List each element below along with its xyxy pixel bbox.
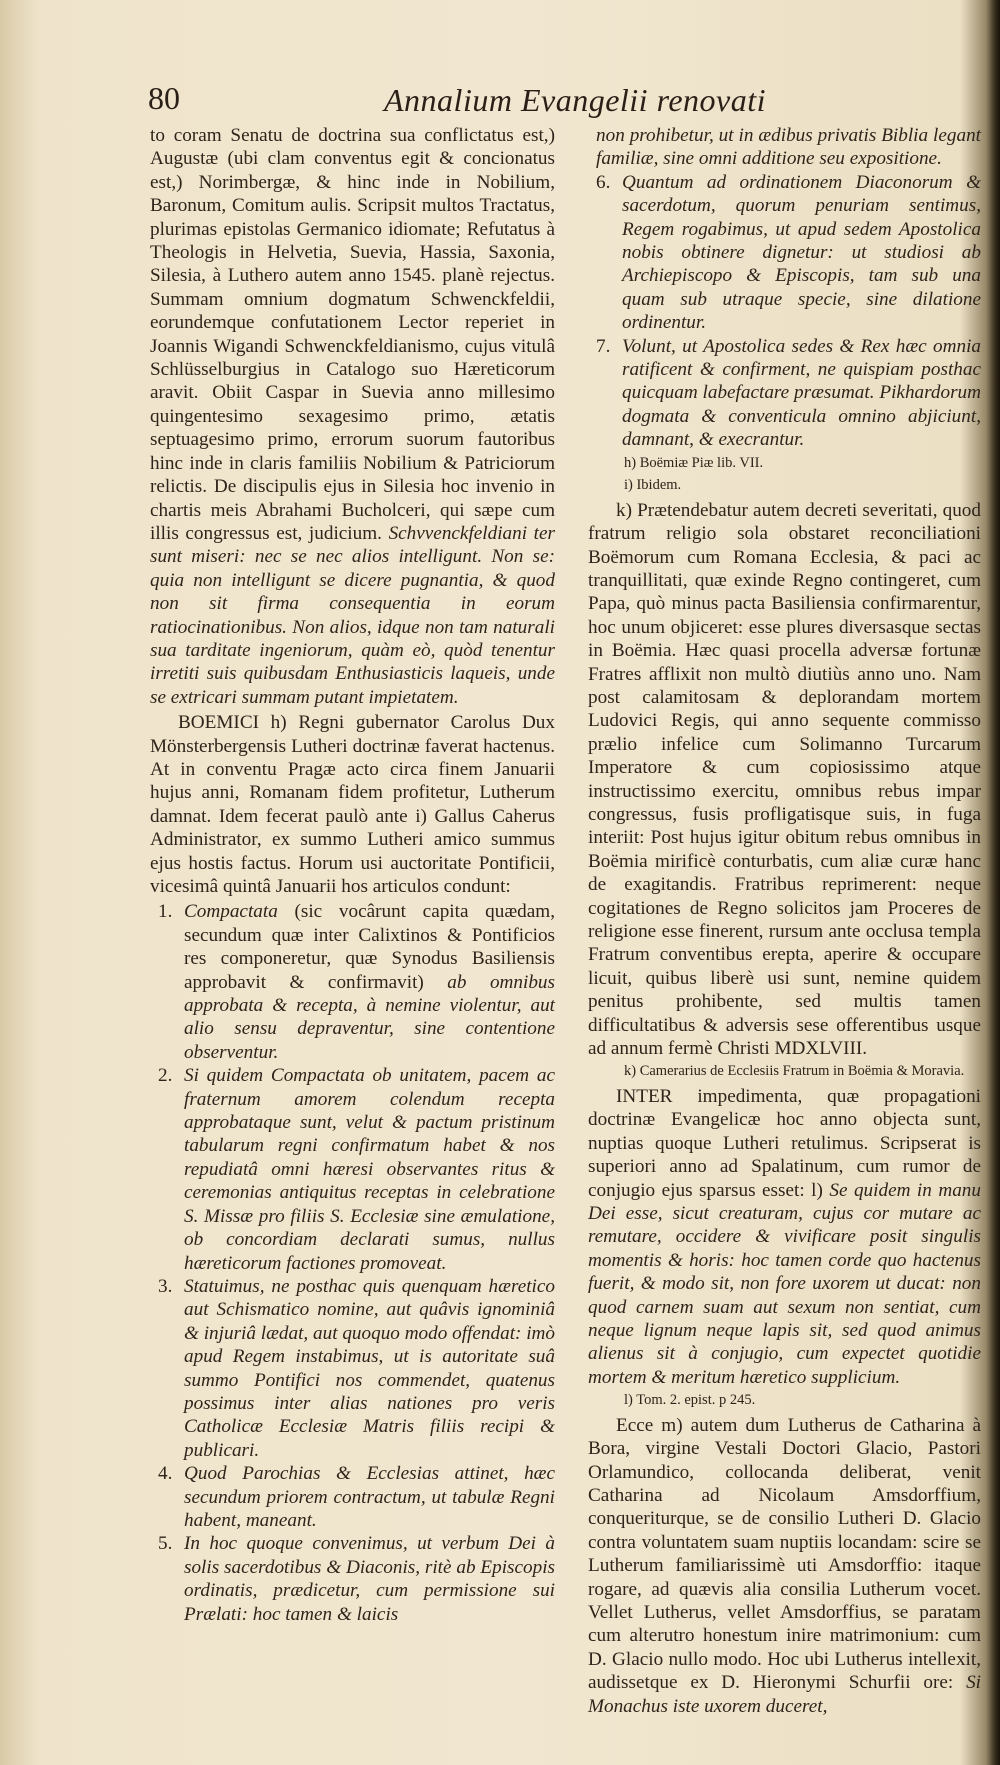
item-text-italic: In hoc quoque convenimus, ut verbum Dei à solis sacerdotibus & Diaconis, ritè ab Episcopis ordinatis, prædicetur, cum permissione sui Prælati: hoc tamen & laicis bbox=[184, 1533, 555, 1625]
paragraph-text: to coram Senatu de doctrina sua conflictatus est,) Augustæ (ubi clam conventus egit & concionatus est,) Norimbergæ, & hinc inde in Nobilium, Baronum, Comitum aulis. Scripsit multos Tractatus, plurimas epistolas Germanico idiomate; Refutatus à Theologis in Helvetia, Suevia, Hassia, Saxonia, Silesia, à Luthero autem anno 1545. planè rejectus. Summam omnium dogmatum Schwenckfeldii, eorundemque confutationem Lector reperiet in Joannis Wigandi Schwenckfeldianismo, cujus vitulâ Schlüsselburgius in Catalogo suo Hæreticorum aravit. Obiit Caspar in Suevia anno millesimo quingentesimo sexagesimo primo, ætatis septuagesimo primo, errorum suorum fautoribus hinc inde in claris familiis Nobilium & Patriciorum relictis. De discipulis ejus in Silesia hoc invenio in chartis meis Abrahami Bucholceri, qui sæpe cum illis congressus est, judicium. bbox=[150, 125, 555, 544]
paragraph-text: Ecce m) autem dum Lutherus de Catharina à Bora, virgine Vestali Doctori Glacio, Pastori Orlamundico, collocanda deliberat, venit Catharina ad Nicolaum Amsdorffium, conqueriturque, se de consilio Lutheri D. Glacio contra voluntatem suam nuptiis locandam: scire se Lutherum familiarissimè uti Amsdorffio: itaque rogare, ad quævis alia consilia Lutherum vocet. Vellet Lutherus, vellet Amsdorffius, se paratam cum alterutro honestum inire matrimonium: cum D. Glacio nullo modo. Hoc ubi Lutherus intellexit, audissetque ex D. Hieronymi Schurfii ore: bbox=[588, 1414, 981, 1694]
paragraph-boemici: BOEMICI h) Regni gubernator Carolus Dux Mönsterbergensis Lutheri doctrinæ faverat hactenus. At in conventu Pragæ acto circa finem Januarii hujus anni, Romanam fidem profitetur, Lutherum damnat. Idem fecerat paulò ante i) Gallus Caherus Administrator, ex summo Lutheri amico summus ejus hostis factus. Horum usi auctoritate Pontificii, vicesimâ quintâ Januarii hos articulos condunt: bbox=[150, 712, 555, 897]
paragraph-schwenckfeld bbox=[150, 124, 555, 709]
item-number: 6. bbox=[596, 171, 611, 193]
quotation-text: Se quidem in manu Dei esse, sicut creaturam, cujus cor mutare ac remutare, occidere & vivificare posit singulis momentis & horis: hoc tamen corde quo hactenus fuerit, & modo sit, non fore uxorem ut ducat: non quod carnem suam aut sexum non sentiat, cum neque lignum neque lapis sit, sed quod animus alienus sit à conjugio, cum expectet quotidie mortem & meritum hæretico supplicium. bbox=[588, 1179, 981, 1388]
item-text-italic: Si quidem Compactata ob unitatem, pacem ac fraternum amorem colendum recepta approbataque sunt, velut & pactum pristinum tabularum regni confirmatum habet & nos repudiatâ omni hæresi observantes ritus & ceremonias antiquitus receptas in celebratione S. Missæ pro filiis S. Ecclesiæ sine æmulatione, ob concordiam declarati sumus, nullus hæreticorum factiones promoveat. bbox=[184, 1065, 555, 1274]
article-list bbox=[150, 900, 555, 1626]
footnote-l: l) Tom. 2. epist. p 245. bbox=[624, 1392, 756, 1409]
paragraph-ecce bbox=[588, 1414, 981, 1718]
list-item bbox=[150, 1462, 555, 1532]
list-item bbox=[150, 900, 555, 1064]
right-column bbox=[588, 124, 981, 1718]
item-text-italic: Quod Parochias & Ecclesias attinet, hæc secundum priorem contractum, ut tabulæ Regni habent, maneant. bbox=[184, 1463, 555, 1531]
paragraph-text: INTER impedimenta, quæ propagationi doctrinæ Evangelicæ hoc anno objecta sunt, nuptias quoque Lutheri retulimus. Scripserat is superiori anno ad Spalatinum, cum rumor de conjugio ejus sparsus esset: l) bbox=[588, 1085, 981, 1201]
item-text: (sic vocârunt capita quædam, secundum quæ inter Calixtinos & Pontificios res componeretur, quæ Synodus Basiliensis approbavit & confirmavit) bbox=[184, 901, 555, 993]
page-header bbox=[148, 80, 968, 124]
quotation-text: Schvvenckfeldiani ter sunt miseri: nec se nec alios intelligunt. Non se: quia non intelligunt se dicere pugnantia, & quod non sit firma consequentia in eorum ratiocinationibus. Non alios, idque non tam naturali sua tarditate ingeniorum, quàm eò, quòd tenentur irretiti suis quibusdam Enthusiasticis laqueis, unde se extricari summam putant impietatem. bbox=[150, 522, 555, 708]
item-number: 5. bbox=[158, 1533, 173, 1555]
item-number: 1. bbox=[158, 901, 173, 923]
item-number: 2. bbox=[158, 1065, 173, 1087]
paragraph-k: k) Prætendebatur autem decreti severitati, quod fratrum religio sola obstaret reconciliationi Boëmorum cum Romana Ecclesia, & paci ac tranquillitati, quæ exinde Regno contingeret, cum Papa, quò minus pacta Basiliensia confirmarentur, hoc unum objiceret: esse plures diversasque sectas in Boëmia. Hæc quasi procella adversæ fortunæ Fratres afflixit non multò diutiùs anno uno. Nam post calamitosam & deplorandam mortem Ludovici Regis, qui anno sequente commisso prælio infelice cum Solimanno Turcarum Imperatore & cum copiosissimo atque instructissimo exercitu, omnibus rebus impar congressus, fusis profligatisque suis, in fuga interiit: Post hujus igitur obitum rebus omnibus in Boëmia mirificè conturbatis, cum aliæ curæ hanc de exagitandis. Fratribus reprimerent: neque cogitationes de Regno solicitos jam Proceres de religione esse finerent, rursum ante occlusa templa Fratrum conventibus erepta, aperire & occupare licuit, quibus liberè usi sunt, nemine quidem penitus prohibente, sed multis tamen difficultatibus & adversis sese offerentibus usque ad annum fermè Christi MDXLVIII. bbox=[588, 499, 981, 1060]
footnote-k: k) Camerarius de Ecclesiis Fratrum in Boëmia & Moravia. bbox=[624, 1063, 965, 1080]
list-item-continuation: non prohibetur, ut in ædibus privatis Biblia legant familiæ, sine omni additione seu expositione. bbox=[596, 125, 981, 170]
list-item bbox=[588, 171, 981, 335]
list-item bbox=[150, 1532, 555, 1626]
item-text-italic: Quantum ad ordinationem Diaconorum & sacerdotum, quorum penuriam sentimus, Regem rogabimus, ut apud sedem Apostolica nobis obtinere dignetur: ut studiosi ab Archiepiscopo & Episcopis, tam sub una quam sub utraque specie, sine dilatione ordinentur. bbox=[622, 171, 981, 334]
item-text-italic: Statuimus, ne posthac quis quenquam hæretico aut Schismatico nomine, aut quâvis ignominiâ & injuriâ lædat, aut quoquo modo offendat: imò apud Regem instabimus, ut is autoritate suâ summo Pontifici nos commendet, quatenus possimus inter alias nationes pro veris Catholicæ Ecclesiæ Matris filiis recipi & publicari. bbox=[184, 1275, 555, 1461]
page-number: 80 bbox=[148, 80, 180, 116]
list-item bbox=[150, 1064, 555, 1275]
list-item bbox=[588, 335, 981, 452]
item-text-italic: ab omnibus approbata & recepta, à nemine violentur, aut alio sensu depraventur, sine contentione observentur. bbox=[184, 971, 555, 1063]
footnote-h: h) Boëmiæ Piæ lib. VII. bbox=[624, 454, 764, 471]
item-number: 7. bbox=[596, 335, 611, 357]
footnote-i: i) Ibidem. bbox=[624, 477, 682, 494]
item-number: 4. bbox=[158, 1463, 173, 1485]
item-lead: Compactata bbox=[184, 901, 278, 923]
item-text-italic: Volunt, ut Apostolica sedes & Rex hæc omnia ratificent & confirment, ne quispiam posthac quicquam labefactare præsumat. Pikhardorum dogmata & conventicula omnino abjiciunt, damnant, & execrantur. bbox=[622, 335, 981, 451]
left-column bbox=[150, 124, 555, 1626]
paragraph-inter bbox=[588, 1085, 981, 1389]
list-item bbox=[150, 1275, 555, 1462]
quotation-text: Si Monachus iste uxorem duceret, bbox=[588, 1672, 982, 1717]
item-number: 3. bbox=[158, 1275, 173, 1297]
page-edge-shadow bbox=[986, 0, 1000, 1765]
running-title: Annalium Evangelii renovati bbox=[384, 82, 767, 118]
